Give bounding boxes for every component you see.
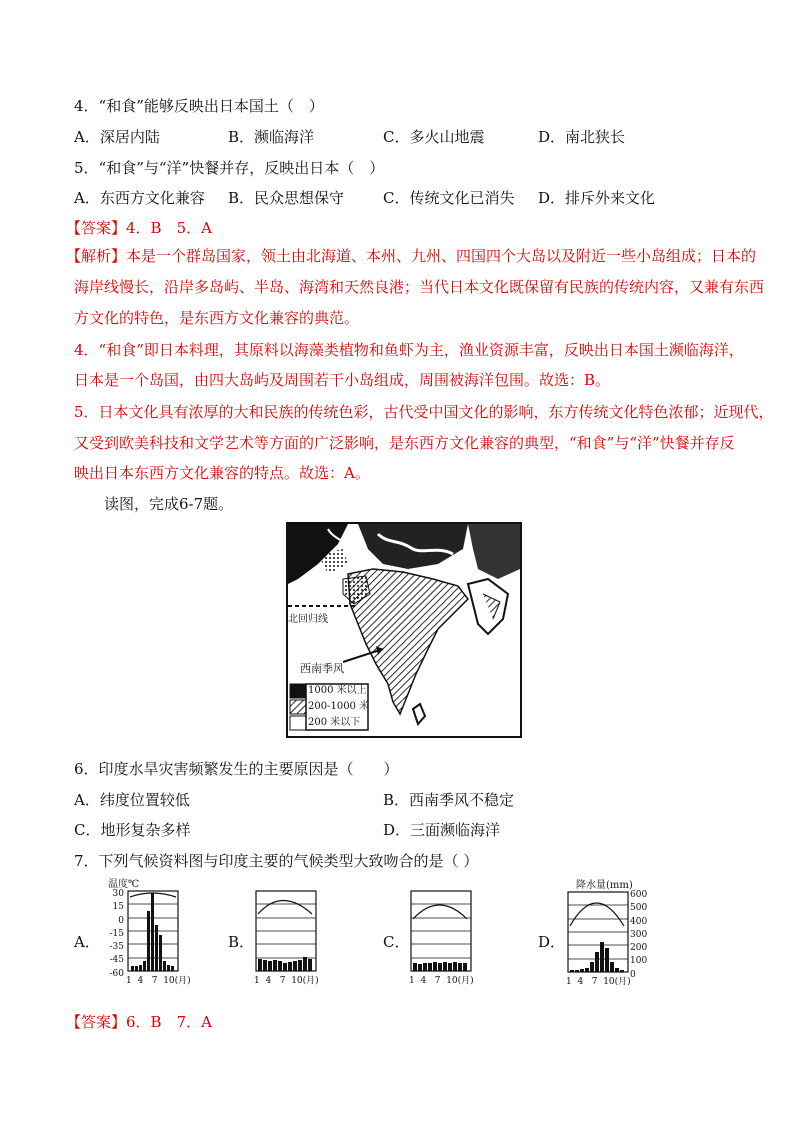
- analysis-line: 【解析】本是一个群岛国家，领土由北海道、本州、九州、四国四个大岛以及附近一些小岛组成；日本的: [66, 247, 757, 265]
- q7-stem: 7．下列气候资料图与印度主要的气候类型大致吻合的是（ ）: [74, 852, 479, 870]
- chart-d-tick: 200: [630, 943, 648, 954]
- climate-chart-b: [252, 887, 332, 987]
- q5-option-a: A．东西方文化兼容: [74, 189, 205, 207]
- q4-option-b: B．濒临海洋: [228, 128, 315, 146]
- chart-d-tick: 0: [630, 969, 636, 980]
- analysis-line: 4．“和食”即日本料理，其原料以海藻类植物和鱼虾为主，渔业资源丰富，反映出日本国土濒临海洋，: [74, 341, 744, 359]
- q7-option-c: C．: [383, 933, 410, 951]
- q5-stem: 5．“和食”与“洋”快餐并存，反映出日本（ ）: [74, 159, 385, 177]
- answer-q4-q5: 【答案】4．B 5．A: [66, 219, 212, 237]
- chart-a-tick: -35: [109, 942, 124, 953]
- chart-a-month-axis: 1 4 7 10(月): [126, 976, 191, 986]
- chart-d-title: 降水量(mm): [576, 880, 633, 891]
- chart-d-tick: 100: [630, 956, 648, 967]
- map-legend-high: 1000 米以上: [308, 685, 367, 696]
- analysis-line: 又受到欧美科技和文学艺术等方面的广泛影响，是东西方文化兼容的典型，“和食”与“洋”快餐并存反: [74, 434, 735, 452]
- analysis-line: 海岸线慢长，沿岸多岛屿、半岛、海湾和天然良港；当代日本文化既保留有民族的传统内容，又兼有东西: [74, 278, 765, 296]
- q4-stem: 4．“和食”能够反映出日本国土（ ）: [74, 97, 324, 115]
- q4-option-a: A．深居内陆: [74, 128, 160, 146]
- q7-option-b: B．: [228, 933, 255, 951]
- climate-chart-d: [558, 876, 668, 988]
- q5-option-c: C．传统文化已消失: [383, 189, 515, 207]
- chart-d-tick: 400: [630, 916, 648, 927]
- q5-option-d: D．排斥外来文化: [538, 189, 656, 207]
- q4-option-d: D．南北狭长: [538, 128, 626, 146]
- chart-b-month-axis: 1 4 7 10(月): [254, 976, 319, 986]
- analysis-line: 5．日本文化具有浓厚的大和民族的传统色彩，古代受中国文化的影响，东方传统文化特色浓郁；近现代，: [74, 403, 774, 421]
- india-map: [286, 522, 522, 738]
- chart-d-tick: 600: [630, 890, 648, 900]
- q7-option-a: A．: [74, 933, 100, 951]
- map-label-west: 北回归线: [288, 614, 328, 625]
- chart-a-title: 温度℃: [108, 879, 140, 890]
- chart-d-tick: 500: [630, 903, 648, 914]
- q6-option-a: A．纬度位置较低: [74, 791, 190, 809]
- q6-option-b: B．西南季风不稳定: [383, 791, 515, 809]
- chart-a-tick: -15: [109, 928, 124, 939]
- q7-option-d: D．: [538, 933, 566, 951]
- map-label-monsoon: 西南季风: [300, 662, 344, 675]
- q6-option-c: C．地形复杂多样: [74, 821, 191, 839]
- analysis-line: 方文化的特色，是东西方文化兼容的典范。: [74, 309, 360, 327]
- chart-a-tick: 30: [112, 889, 124, 899]
- map-intro: 读图，完成6-7题。: [104, 495, 234, 513]
- map-legend-mid: 200-1000 米: [308, 701, 370, 712]
- chart-a-tick: -60: [109, 968, 124, 979]
- q4-option-c: C．多火山地震: [383, 128, 485, 146]
- analysis-line: 映出日本东西方文化兼容的特点。故选：A。: [74, 464, 370, 482]
- chart-d-month-axis: 1 4 7 10(月): [566, 977, 631, 987]
- chart-a-tick: 0: [118, 915, 124, 926]
- answer-q6-q7: 【答案】6．B 7．A: [66, 1013, 212, 1031]
- chart-a-tick: 15: [112, 902, 124, 913]
- chart-a-tick: -45: [109, 955, 124, 966]
- chart-d-tick: 300: [630, 929, 648, 940]
- q6-stem: 6．印度水旱灾害频繁发生的主要原因是（ ）: [74, 760, 399, 778]
- map-legend-low: 200 米以下: [308, 717, 361, 728]
- analysis-line: 日本是一个岛国，由四大岛屿及周围若干小岛组成，周围被海洋包围。故选：B。: [74, 371, 611, 389]
- q5-option-b: B．民众思想保守: [228, 189, 345, 207]
- climate-chart-c: [407, 887, 487, 987]
- chart-c-month-axis: 1 4 7 10(月): [409, 976, 474, 986]
- climate-chart-a: [92, 875, 192, 987]
- q6-option-d: D．三面濒临海洋: [383, 821, 501, 839]
